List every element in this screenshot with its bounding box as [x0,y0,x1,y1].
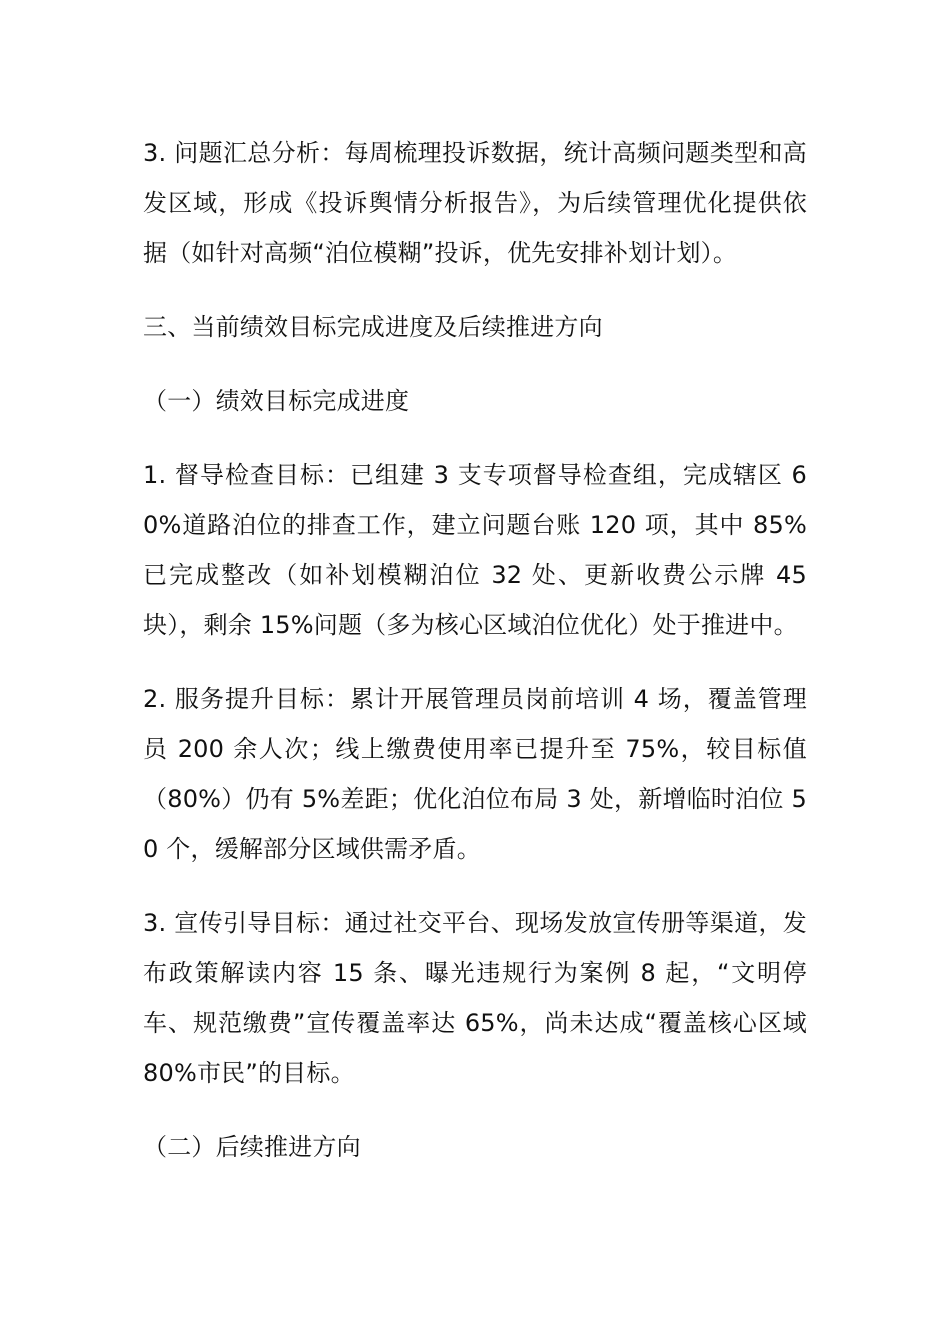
paragraph-inspection-target: 1. 督导检查目标：已组建 3 支专项督导检查组，完成辖区 60%道路泊位的排查工作，建立问题台账 120 项，其中 85%已完成整改（如补划模糊泊位 32 处、更新收费公示牌 45 块），剩余 15%问题（多为核心区域泊位优化）处于推进中。 [143,461,807,639]
paragraph-service-target: 2. 服务提升目标：累计开展管理员岗前培训 4 场，覆盖管理员 200 余人次；线上缴费使用率已提升至 75%，较目标值（80%）仍有 5%差距；优化泊位布局 3 处，新增临时泊位 50 个，缓解部分区域供需矛盾。 [143,685,807,863]
section-heading-progress-and-direction: 三、当前绩效目标完成进度及后续推进方向 [143,313,603,341]
document-body [143,128,807,1196]
paragraph-publicity-target: 3. 宣传引导目标：通过社交平台、现场发放宣传册等渠道，发布政策解读内容 15 条、曝光违规行为案例 8 起，“文明停车、规范缴费”宣传覆盖率达 65%，尚未达成“覆盖核心区域 80%市民”的目标。 [143,909,807,1087]
subsection-heading-next-steps: （二）后续推进方向 [143,1133,361,1161]
paragraph-complaint-analysis: 3. 问题汇总分析：每周梳理投诉数据，统计高频问题类型和高发区域，形成《投诉舆情分析报告》，为后续管理优化提供依据（如针对高频“泊位模糊”投诉，优先安排补划计划）。 [143,139,807,267]
subsection-heading-progress: （一）绩效目标完成进度 [143,387,410,415]
